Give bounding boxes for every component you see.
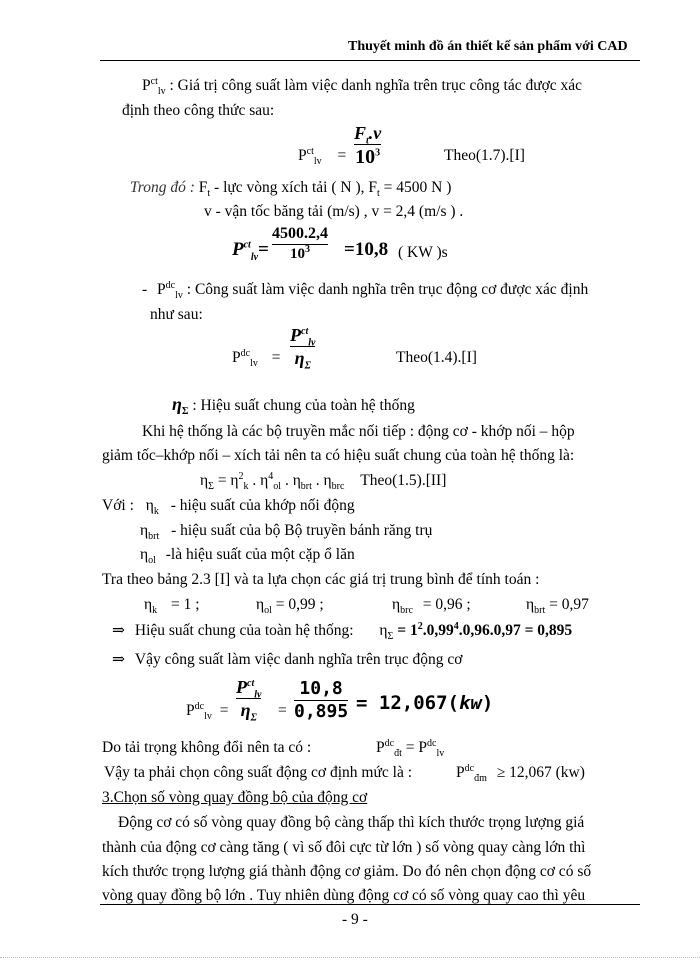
with-row1: Với : $\eta_k$ - hiệu suất của khớp nối động [102, 497, 355, 518]
f5-lhs: $P^{dc}_{lv}$ = [186, 700, 229, 723]
footer-rule [100, 904, 640, 905]
f5-result: = 12,067(kw) [356, 692, 494, 714]
do-line: Do tải trọng không đổi nên ta có : [102, 739, 312, 756]
eta-definition: $\eta_\Sigma$ : Hiệu suất chung của toàn hệ thống [172, 394, 415, 418]
with-row2: $\eta_{brt}$ - hiệu suất của bộ Bộ truyền bánh răng trụ [140, 522, 433, 543]
f4-formula: $\eta_\Sigma = \eta^2_k$ . $\eta^4_{ol}$ . $\eta_{brt}$ . $\eta_{brc}$ Theo(1.5).[II] [200, 470, 447, 493]
implies-icon: ⇒ [112, 651, 125, 668]
do-equation: $P^{dc}_{đt} = P^{dc}_{lv}$ [376, 737, 445, 760]
f1-fraction: $F_t.v$ $10^3$ [354, 123, 382, 168]
where-line2: v - vận tốc băng tải (m/s) , v = 2,4 (m/s ) . [204, 203, 464, 220]
f5-fraction-2: 10,8 0,895 [294, 678, 349, 722]
header-rule [100, 60, 640, 61]
result-power-label: ⇒ Vậy công suất làm việc danh nghĩa trên trục động cơ [112, 651, 463, 668]
para-line2: thành của động cơ càng tăng ( vì số đôi cực từ lớn ) số vòng quay càng lớn thì [102, 839, 586, 856]
page-number: - 9 - [342, 911, 368, 928]
section-heading: 3.Chọn số vòng quay đồng bộ của động cơ [102, 789, 368, 806]
result-efficiency: ⇒ Hiệu suất chung của toàn hệ thống: $\eta_\Sigma = 1^2.0,99^4.0,96.0,97 = 0,895$ [112, 620, 573, 643]
page-edge [0, 957, 700, 958]
para-line4: vòng quay đồng bộ lớn . Tuy nhiên dùng động cơ có số vòng quay cao thì yêu [102, 887, 586, 904]
val-k: $\eta_k = 1$ ; [144, 596, 200, 617]
f1-lhs: $P^{ct}_{lv}$ = [298, 145, 347, 168]
f2-result: =10,8 [344, 239, 389, 260]
implies-icon: ⇒ [112, 622, 125, 639]
p2-line2: như sau: [150, 306, 203, 323]
f5-fraction-1: $P^{ct}_{lv}$ $\eta_\Sigma$ [236, 677, 262, 724]
header-title: Thuyết minh đồ án thiết kế sản phẩm với CAD [348, 39, 628, 54]
with-row3: $\eta_{ol}$ -là hiệu suất của một cặp ổ lăn [140, 546, 355, 567]
p3-line1: Khi hệ thống là các bộ truyền mắc nối tiếp : động cơ - khớp nối – hộp [142, 423, 575, 440]
p1-line1: $P^{ct}_{lv}$ : Giá trị công suất làm việc danh nghĩa trên trục công tác được xác [142, 75, 583, 98]
val-brt: $\eta_{brt} = 0,97$ [526, 596, 589, 617]
para-line3: kích thước trọng lượng giá thành động cơ giảm. Do đó nên chọn động cơ có số [102, 863, 592, 880]
para-line1: Động cơ có số vòng quay đồng bộ càng thấp thì kích thước trọng lượng giá [118, 814, 585, 831]
f2-lhs: $P^{ct}_{lv}$ [232, 239, 259, 263]
vay-line: Vậy ta phải chọn công suất động cơ định mức là : [104, 764, 413, 781]
vay-value: $P^{dc}_{đm} \ge 12,067$ (kw) [456, 762, 585, 785]
p2-line1: - $P^{dc}_{lv}$ : Công suất làm việc danh nghĩa trên trục động cơ được xác định [142, 279, 589, 302]
f3-lhs: $P^{dc}_{lv}$ = [232, 347, 281, 370]
f1-reference: Theo(1.7).[I] [444, 147, 525, 164]
val-ol: $\eta_{ol} = 0,99$ ; [256, 596, 324, 617]
val-brc: $\eta_{brc} = 0,96$ ; [392, 596, 471, 617]
f2-unit: ( KW )s [398, 244, 448, 261]
f3-reference: Theo(1.4).[I] [396, 349, 477, 366]
p3-line2: giảm tốc–khớp nối – xích tải nên ta có hiệu suất chung của toàn hệ thống là: [102, 447, 575, 464]
p1-line2: định theo công thức sau: [122, 102, 275, 119]
f3-fraction: $P^{ct}_{lv}$ $\eta_\Sigma$ [290, 325, 316, 372]
tra-line: Tra theo bảng 2.3 [I] và ta lựa chọn các giá trị trung bình để tính toán : [102, 571, 540, 588]
f2-fraction: 4500.2,4 $10^3$ [272, 225, 328, 262]
where-line1: Trong đó : $F_t$ - lực vòng xích tải ( N ), $F_t = 4500$ N ) [130, 179, 452, 200]
